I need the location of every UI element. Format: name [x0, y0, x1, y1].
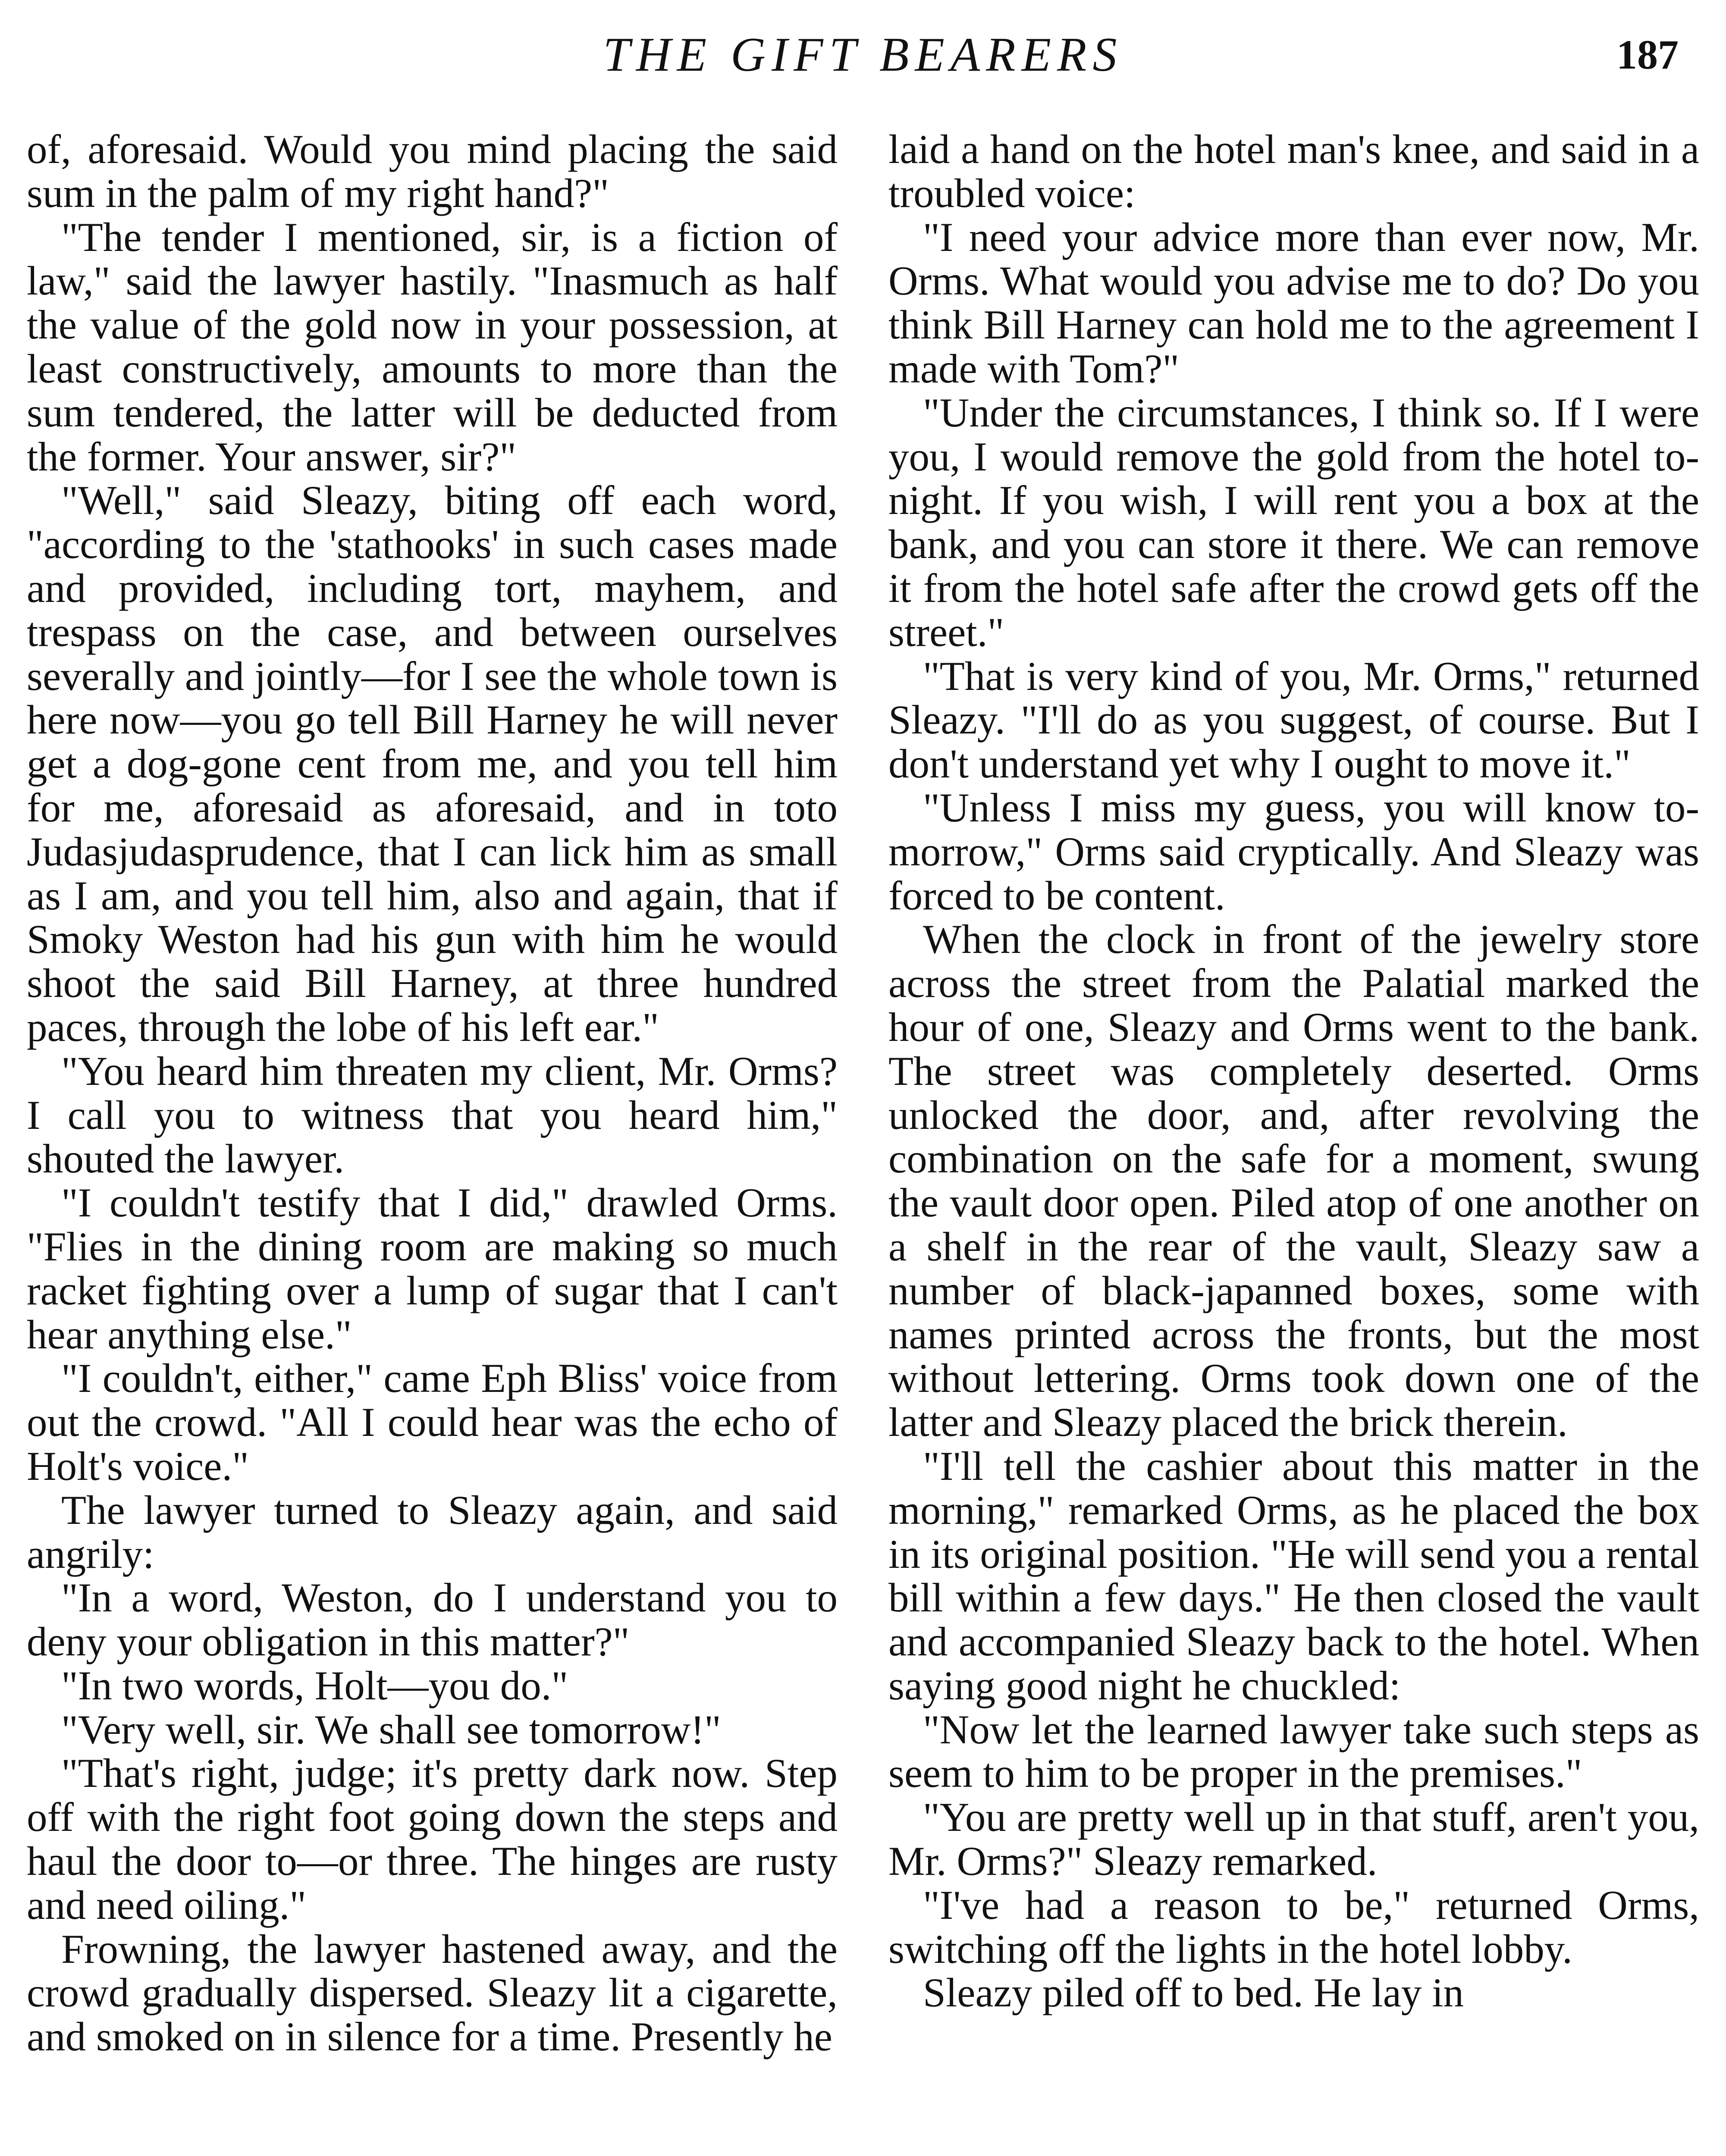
- paragraph: "I couldn't, either," came Eph Bliss' voice from out the crowd. "All I could hear was the echo of Holt's voice.": [27, 1355, 838, 1489]
- running-title: THE GIFT BEARERS: [603, 28, 1123, 81]
- paragraph: "Under the circumstances, I think so. If I were you, I would remove the gold from the hotel to-night. If you wish, I will rent you a box at the bank, and you can store it there. We can remove it from the hotel safe after the crowd gets off the street.": [888, 389, 1699, 655]
- paragraph: "You heard him threaten my client, Mr. Orms? I call you to witness that you heard him," shouted the lawyer.: [27, 1048, 838, 1182]
- paragraph: Sleazy piled off to bed. He lay in: [923, 1970, 1464, 2016]
- paragraph: "I'll tell the cashier about this matter in the morning," remarked Orms, as he placed the box in its original position. "He will send you a rental bill within a few days." He then closed the vault and accompanied Sleazy back to the hotel. When saying good night he chuckled:: [888, 1443, 1699, 1708]
- paragraph: "Well," said Sleazy, biting off each word, "according to the 'stathooks' in such cases made and provided, including tort, mayhem, and trespass on the case, and between ourselves severally and jointly—for I see the whole town is here now—you go tell Bill Harney he will never get a dog-gone cent from me, and you tell him for me, aforesaid as aforesaid, and in toto Judasjudasprudence, that I can lick him as small as I am, and you tell him, also and again, that if Smoky Weston had his gun with him he would shoot the said Bill Harney, at three hundred paces, through the lobe of his left ear.": [27, 477, 838, 1050]
- page-header: [0, 22, 1726, 87]
- paragraph: "In a word, Weston, do I understand you to deny your obligation in this matter?": [27, 1575, 838, 1665]
- paragraph: "Unless I miss my guess, you will know to-morrow," Orms said cryptically. And Sleazy was forced to be content.: [888, 784, 1699, 918]
- paragraph: "Now let the learned lawyer take such steps as seem to him to be proper in the premises.": [888, 1706, 1699, 1796]
- paragraph: "The tender I mentioned, sir, is a fiction of law," said the lawyer hastily. "Inasmuch as half the value of the gold now in your possession, at least constructively, amounts to more than the sum tendered, the latter will be deducted from the former. Your answer, sir?": [27, 214, 838, 479]
- paragraph: Frowning, the lawyer hastened away, and the crowd gradually dispersed. Sleazy lit a cigarette, and smoked on in silence for a time. Presently he: [27, 1926, 838, 2060]
- paragraph: "You are pretty well up in that stuff, aren't you, Mr. Orms?" Sleazy remarked.: [888, 1794, 1699, 1884]
- right-text-column: [888, 128, 1699, 2015]
- paragraph: The lawyer turned to Sleazy again, and said angrily:: [27, 1487, 838, 1577]
- paragraph: "I need your advice more than ever now, Mr. Orms. What would you advise me to do? Do you think Bill Harney can hold me to the agreement I made with Tom?": [888, 214, 1699, 392]
- paragraph: laid a hand on the hotel man's knee, and said in a troubled voice:: [888, 126, 1699, 216]
- paragraph: "That is very kind of you, Mr. Orms," returned Sleazy. "I'll do as you suggest, of course. But I don't understand yet why I ought to move it.": [888, 653, 1699, 787]
- paragraph: "That's right, judge; it's pretty dark now. Step off with the right foot going down the steps and haul the door to—or three. The hinges are rusty and need oiling.": [27, 1750, 838, 1928]
- paragraph: "In two words, Holt—you do.": [61, 1662, 568, 1708]
- paragraph: "I couldn't testify that I did," drawled Orms. "Flies in the dining room are making so much racket fighting over a lump of sugar that I can't hear anything else.": [27, 1180, 838, 1357]
- page-number: 187: [1616, 31, 1679, 78]
- paragraph: of, aforesaid. Would you mind placing the said sum in the palm of my right hand?": [27, 126, 838, 216]
- paragraph: When the clock in front of the jewelry store across the street from the Palatial marked the hour of one, Sleazy and Orms went to the bank. The street was completely deserted. Orms unlocked the door, and, after revolving the combination on the safe for a moment, swung the vault door open. Piled atop of one another on a shelf in the rear of the vault, Sleazy saw a number of black-japanned boxes, some with names printed across the fronts, but the most without lettering. Orms took down one of the latter and Sleazy placed the brick therein.: [888, 916, 1699, 1445]
- left-text-column: [27, 128, 838, 2059]
- paragraph: "Very well, sir. We shall see tomorrow!": [61, 1706, 721, 1752]
- paragraph: "I've had a reason to be," returned Orms, switching off the lights in the hotel lobby.: [888, 1882, 1699, 1972]
